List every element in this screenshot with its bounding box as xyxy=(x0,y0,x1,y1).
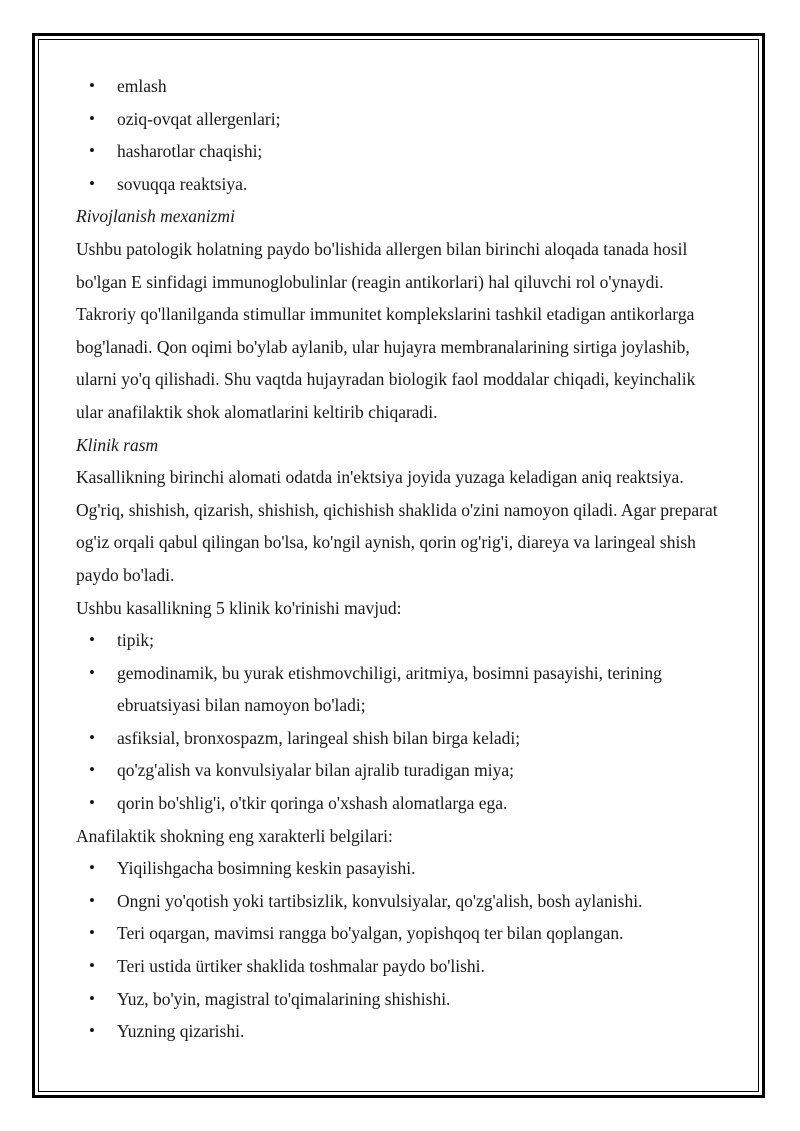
bullet-icon: • xyxy=(89,1021,95,1041)
list-item xyxy=(76,135,726,168)
list-item xyxy=(76,983,726,1016)
bullet-icon: • xyxy=(89,793,95,813)
list-item xyxy=(76,1015,726,1048)
list-item-text: oziq-ovqat allergenlari; xyxy=(117,108,281,129)
mechanism-paragraph: Ushbu patologik holatning paydo bo'lishida allergen bilan birinchi aloqada tanada hosil bo'lgan E sinfidagi immunoglobulinlar (reagin antikorlari) hal qiluvchi rol o'ynaydi. Takroriy qo'llanilganda stimullar immunitet komplekslarini tashkil etadigan antikorlarga bog'lanadi. Qon oqimi bo'ylab aylanib, ular hujayra membranalarining sirtiga joylashib, ularni yo'q qilishadi. Shu vaqtda hujayradan biologik faol moddalar chiqadi, keyinchalik ular anafilaktik shok alomatlarini keltirib chiqaradi. xyxy=(76,238,696,422)
list-item xyxy=(76,787,726,820)
bullet-icon: • xyxy=(89,630,95,650)
list-item-text: gemodinamik, bu yurak etishmovchiligi, aritmiya, bosimni pasayishi, terining ebruatsiyasi bilan namoyon bo'ladi; xyxy=(117,662,662,716)
mechanism-heading: Rivojlanish mexanizmi xyxy=(76,206,235,227)
bullet-icon: • xyxy=(89,141,95,161)
bullet-icon: • xyxy=(89,760,95,780)
list-item xyxy=(76,917,726,950)
bullet-icon: • xyxy=(89,76,95,95)
list-item-text: hasharotlar chaqishi; xyxy=(117,141,263,162)
list-item xyxy=(76,70,726,103)
bullet-icon: • xyxy=(89,858,95,878)
signs-intro: Anafilaktik shokning eng xarakterli belgilari: xyxy=(76,825,393,846)
causes-list xyxy=(76,70,726,200)
bullet-icon: • xyxy=(89,173,95,193)
list-item-text: Yuz, bo'yin, magistral to'qimalarining shishishi. xyxy=(117,988,451,1009)
list-item-text: emlash xyxy=(117,76,167,96)
bullet-icon: • xyxy=(89,956,95,976)
clinical-paragraph: Kasallikning birinchi alomati odatda in'ektsiya joyida yuzaga keladigan aniq reaktsiya. Og'riq, shishish, qizarish, shishish, qichishish shaklida o'zini namoyon qiladi. Agar preparat og'iz orqali qabul qilingan bo'lsa, ko'ngil aynish, qorin og'rig'i, diareya va laringeal shish paydo bo'ladi. xyxy=(76,467,718,585)
list-item-text: Teri oqargan, mavimsi rangga bo'yalgan, yopishqoq ter bilan qoplangan. xyxy=(117,923,624,944)
bullet-icon: • xyxy=(89,662,95,682)
bullet-icon: • xyxy=(89,890,95,910)
list-item xyxy=(76,950,726,983)
list-item-text: Teri ustida ürtiker shaklida toshmalar paydo bo'lishi. xyxy=(117,956,485,977)
list-item-text: tipik; xyxy=(117,630,154,651)
bullet-icon: • xyxy=(89,988,95,1008)
clinical-forms-list xyxy=(76,624,726,820)
list-item-text: sovuqqa reaktsiya. xyxy=(117,173,248,194)
list-item-text: qo'zg'alish va konvulsiyalar bilan ajralib turadigan miya; xyxy=(117,760,515,781)
list-item-text: asfiksial, bronxospazm, laringeal shish bilan birga keladi; xyxy=(117,727,521,748)
document-body xyxy=(76,70,726,1048)
list-item-text: qorin bo'shlig'i, o'tkir qoringa o'xshash alomatlarga ega. xyxy=(117,793,508,814)
list-item xyxy=(76,885,726,918)
list-item xyxy=(76,657,726,722)
list-item-text: Yuzning qizarishi. xyxy=(117,1021,245,1042)
list-item-text: Yiqilishgacha bosimning keskin pasayishi. xyxy=(117,858,416,879)
list-item-text: Ongni yo'qotish yoki tartibsizlik, konvulsiyalar, qo'zg'alish, bosh aylanishi. xyxy=(117,890,643,911)
list-item xyxy=(76,624,726,657)
signs-list xyxy=(76,852,726,1048)
list-item xyxy=(76,754,726,787)
list-item xyxy=(76,852,726,885)
bullet-icon: • xyxy=(89,727,95,747)
bullet-icon: • xyxy=(89,923,95,943)
forms-intro: Ushbu kasallikning 5 klinik ko'rinishi mavjud: xyxy=(76,597,402,618)
clinical-heading: Klinik rasm xyxy=(76,434,159,455)
bullet-icon: • xyxy=(89,108,95,128)
list-item xyxy=(76,103,726,136)
list-item xyxy=(76,722,726,755)
list-item xyxy=(76,168,726,201)
